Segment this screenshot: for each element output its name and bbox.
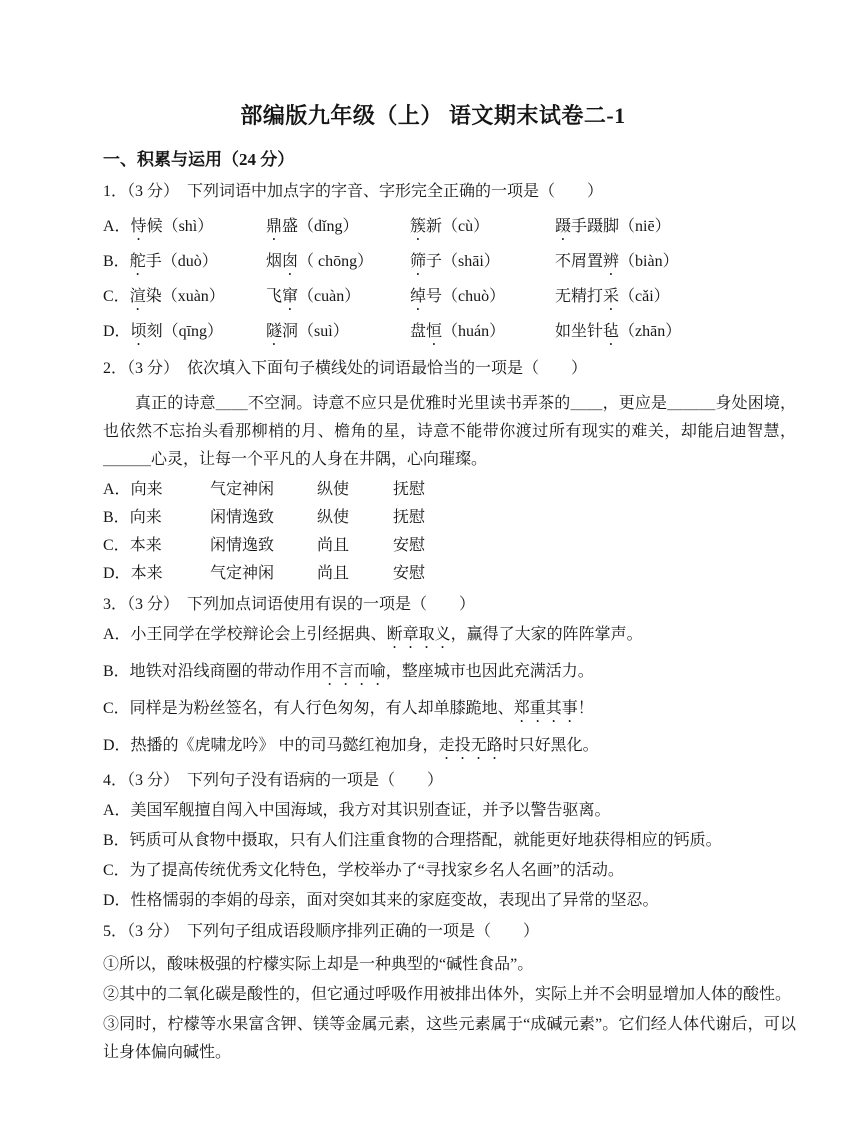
page-title: 部编版九年级（上） 语文期末试卷二-1 (240, 103, 626, 128)
dotted-char: 隧 (266, 323, 283, 340)
question-1-option-a (103, 216, 796, 244)
question-4-option-a: A．美国军舰擅自闯入中国海域，我方对其识别查证，并予以警告驱离。 (103, 802, 611, 819)
section-heading: 一、积累与运用（24 分） (103, 150, 295, 169)
question-2-option-d (103, 563, 796, 585)
dotted-char: 窜 (282, 288, 299, 305)
question-2-option-c (103, 535, 796, 557)
dotted-char: 舵 (129, 253, 146, 270)
option-cell: 尚且 (317, 537, 350, 554)
blank-line: ＿＿ (570, 395, 603, 412)
dotted-word: 走投无路 (438, 737, 503, 754)
question-1-option-b (103, 251, 796, 279)
option-cell: 闲情逸致 (210, 537, 275, 554)
option-cell: 鼎盛（dǐng） (266, 218, 359, 235)
option-cell: A．恃候（shì） (103, 218, 214, 235)
option-cell: B．舵手（duò） (103, 253, 218, 270)
question-4-option-d: D．性格懦弱的李娟的母亲，面对突如其来的家庭变故，表现出了异常的坚忍。 (103, 892, 659, 909)
option-cell: 簇新（cù） (410, 218, 490, 235)
option-cell: 烟囱（ chōng） (266, 253, 374, 270)
dotted-char: 鼎 (266, 218, 283, 235)
option-cell: 纵使 (317, 509, 350, 526)
option-cell: C．本来 (103, 537, 162, 554)
question-5-sentence-1: ①所以，酸味极强的柠檬实际上却是一种典型的“碱性食品”。 (103, 956, 534, 973)
question-2-option-b (103, 507, 796, 529)
option-cell: 筛子（shāi） (410, 253, 500, 270)
option-cell: 安慰 (393, 565, 426, 582)
option-cell: 不屑置辨（biàn） (555, 253, 679, 270)
option-cell: B．向来 (103, 509, 162, 526)
dotted-char: 蹑 (555, 218, 572, 235)
dotted-char: 筛 (410, 253, 427, 270)
option-cell: A．向来 (103, 481, 163, 498)
option-cell: 盘恒（huán） (410, 323, 506, 340)
question-4-option-b: B．钙质可从食物中摄取，只有人们注重食物的合理搭配，就能更好地获得相应的钙质。 (103, 832, 722, 849)
dotted-char: 簇 (410, 218, 427, 235)
option-cell: 尚且 (317, 565, 350, 582)
dotted-word: 不言而喻 (321, 663, 386, 680)
blank-line: ＿＿＿ (667, 395, 716, 412)
question-2-stem: 2．（3 分） 依次填入下面句子横线处的词语最恰当的一项是（ ） (103, 360, 588, 377)
question-3-option-a: A．小王同学在学校辩论会上引经据典、断章取义，赢得了大家的阵阵掌声。 (103, 626, 643, 643)
question-1-option-d (103, 321, 796, 349)
question-5-stem: 5．（3 分） 下列句子组成语段顺序排列正确的一项是（ ） (103, 923, 540, 940)
question-1-stem: 1．（3 分） 下列词语中加点字的字音、字形完全正确的一项是（ ） (103, 183, 604, 200)
option-cell: 飞窜（cuàn） (266, 288, 361, 305)
question-3-option-b: B．地铁对沿线商圈的带动作用不言而喻，整座城市也因此充满活力。 (103, 663, 594, 680)
option-cell: 安慰 (393, 537, 426, 554)
option-cell: 抚慰 (393, 481, 426, 498)
blank-line: ＿＿＿ (103, 451, 152, 468)
option-cell: 绰号（chuò） (410, 288, 506, 305)
blank-line: ＿＿ (215, 395, 248, 412)
question-3-option-d: D．热播的《虎啸龙吟》 中的司马懿红袍加身，走投无路时只好黑化。 (103, 737, 599, 754)
option-cell: D．本来 (103, 565, 163, 582)
option-cell: 如坐针毡（zhān） (555, 323, 682, 340)
question-2-passage: 真正的诗意＿＿不空洞。诗意不应只是优雅时光里读书弄茶的＿＿，更应是＿＿＿身处困境，也依然不忘抬头看那柳梢的月、檐角的星，诗意不能带你渡过所有现实的难关，却能启迪智慧，＿＿＿心灵，让每一个平凡的人身在井隅，心向璀璨。 (103, 395, 796, 468)
option-cell: 闲情逸致 (210, 509, 275, 526)
dotted-char: 囱 (282, 253, 299, 270)
question-3-stem: 3．（3 分） 下列加点词语使用有误的一项是（ ） (103, 596, 476, 613)
exam-content (0, 148, 866, 1067)
dotted-char: 辨 (603, 253, 620, 270)
dotted-char: 恒 (426, 323, 443, 340)
option-cell: D．顷刻（qīng） (103, 323, 224, 340)
option-cell: 抚慰 (393, 509, 426, 526)
option-cell: C．渲染（xuàn） (103, 288, 225, 305)
option-cell: 气定神闲 (210, 481, 275, 498)
question-4-stem: 4．（3 分） 下列句子没有语病的一项是（ ） (103, 772, 444, 789)
question-5-sentence-2: ②其中的二氧化碳是酸性的，但它通过呼吸作用被排出体外，实际上并不会明显增加人体的酸性。 (103, 986, 792, 1003)
question-3-option-c: C．同样是为粉丝签名，有人行色匆匆，有人却单膝跪地、郑重其事！ (103, 700, 594, 717)
dotted-char: 渲 (129, 288, 146, 305)
question-1-option-c (103, 286, 796, 314)
question-2-option-a (103, 479, 796, 501)
dotted-char: 毡 (603, 323, 620, 340)
dotted-char: 采 (603, 288, 620, 305)
option-cell: 气定神闲 (210, 565, 275, 582)
dotted-word: 郑重其事 (513, 700, 578, 717)
dotted-word: 断章取义 (386, 626, 451, 643)
dotted-char: 绰 (410, 288, 427, 305)
option-cell: 蹑手蹑脚（niē） (555, 218, 671, 235)
question-4-option-c: C．为了提高传统优秀文化特色，学校举办了“寻找家乡名人名画”的活动。 (103, 862, 624, 879)
option-cell: 无精打采（cǎi） (555, 288, 670, 305)
option-cell: 纵使 (317, 481, 350, 498)
question-5-sentence-3: ③同时，柠檬等水果富含钾、镁等金属元素，这些元素属于“成碱元素”。它们经人体代谢后，可以让身体偏向碱性。 (103, 1016, 796, 1061)
dotted-char: 恃 (130, 218, 147, 235)
dotted-char: 顷 (130, 323, 147, 340)
option-cell: 隧洞（suì） (266, 323, 349, 340)
